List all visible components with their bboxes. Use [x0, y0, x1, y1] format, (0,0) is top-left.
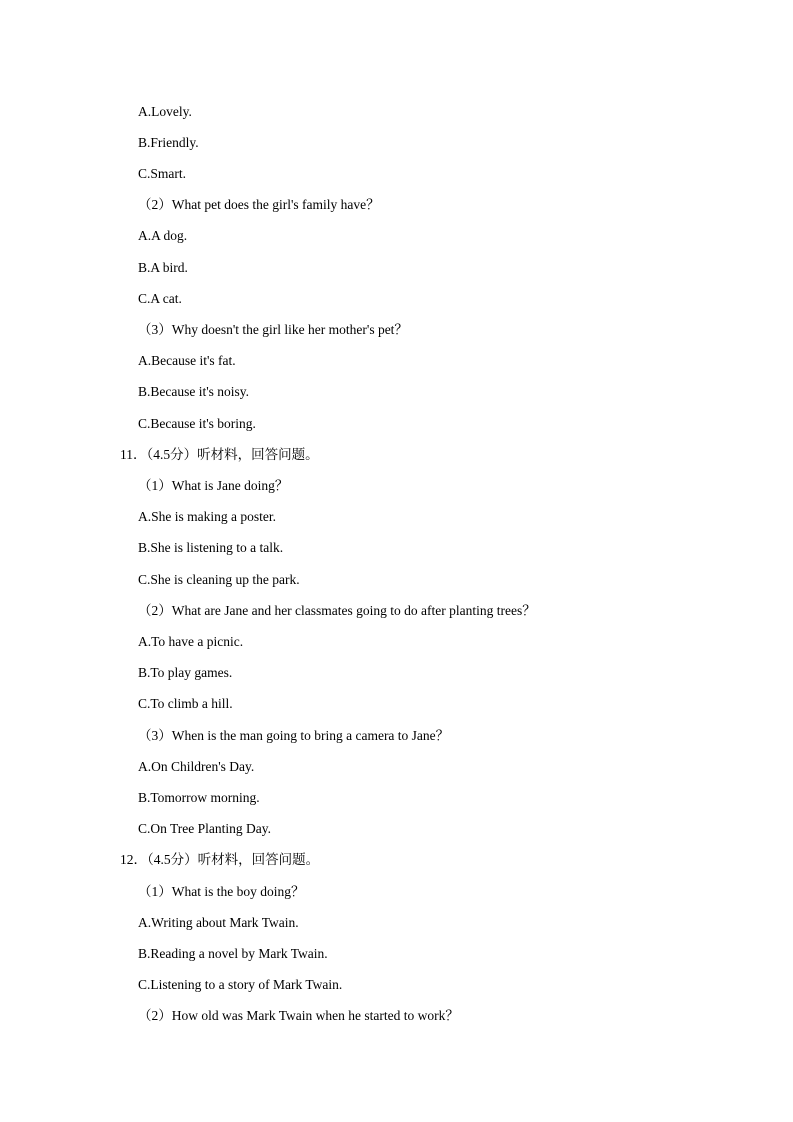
option-text: C.On Tree Planting Day. — [138, 821, 272, 836]
option-text: B.She is listening to a talk. — [138, 540, 284, 555]
sub-question: （3）Why doesn't the girl like her mother's pet？ — [138, 322, 408, 337]
option-text: C.She is cleaning up the park. — [138, 572, 300, 587]
option-text: A.To have a picnic. — [138, 634, 244, 649]
sub-question: （1）What is the boy doing？ — [138, 884, 305, 899]
option-text: A.Because it's fat. — [138, 353, 236, 368]
option-text: B.Tomorrow morning. — [138, 790, 260, 805]
option-text: C.Because it's boring. — [138, 416, 256, 431]
option-text: C.A cat. — [138, 291, 182, 306]
option-text: A.Writing about Mark Twain. — [138, 915, 299, 930]
option-text: C.Listening to a story of Mark Twain. — [138, 977, 343, 992]
sub-question: （2）How old was Mark Twain when he started to work？ — [138, 1008, 459, 1023]
option-text: C.Smart. — [138, 166, 187, 181]
option-text: A.A dog. — [138, 228, 188, 243]
option-text: C.To climb a hill. — [138, 696, 233, 711]
option-text: B.A bird. — [138, 260, 188, 275]
option-text: A.On Children's Day. — [138, 759, 255, 774]
sub-question: （1）What is Jane doing？ — [138, 478, 289, 493]
sub-question: （2）What are Jane and her classmates going to do after planting trees？ — [138, 603, 536, 618]
option-text: B.Because it's noisy. — [138, 384, 250, 399]
option-text: B.Friendly. — [138, 135, 199, 150]
option-text: B.Reading a novel by Mark Twain. — [138, 946, 328, 961]
sub-question: （2）What pet does the girl's family have？ — [138, 197, 380, 212]
option-text: B.To play games. — [138, 665, 233, 680]
question-heading: 12．（4.5分）听材料，回答问题。 — [120, 852, 320, 867]
question-heading: 11．（4.5分）听材料，回答问题。 — [120, 447, 319, 462]
sub-question: （3）When is the man going to bring a camera to Jane？ — [138, 728, 450, 743]
option-text: A.Lovely. — [138, 104, 192, 119]
option-text: A.She is making a poster. — [138, 509, 276, 524]
